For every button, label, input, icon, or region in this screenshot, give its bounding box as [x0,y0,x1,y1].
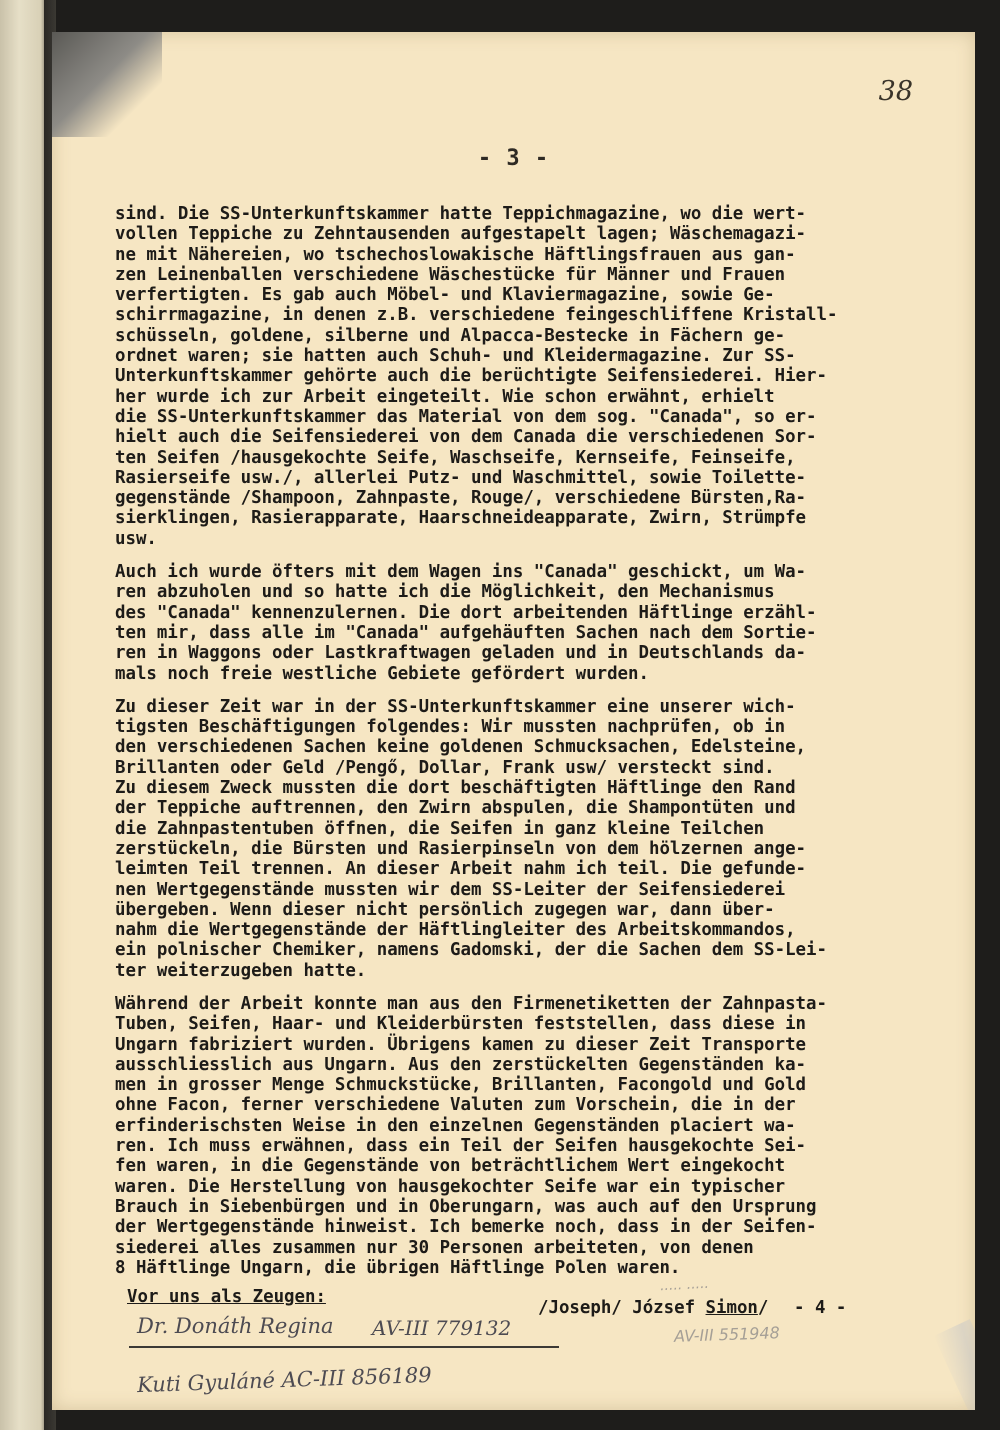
pencil-annotation: ..... ..... [659,1275,710,1295]
typed-name-prefix: /Joseph/ József [538,1298,706,1318]
paragraph-4: Während der Arbeit konnte man aus den Firmenetiketten der Zahnpasta- Tuben, Seifen, Haar- und Kleiderbürsten feststellen, dass diese in Ungarn fabriziert wurden. Übrigens kamen zu dieser Zeit Transporte ausschliesslich aus Ungarn. Aus den zerstückelten Gegenständen ka- men in grosser Menge Schmuckstücke, Brillanten, Facongold und Gold ohne Facon, ferner verschiedene Valuten zum Vorschein, die in der erfinderischsten Weise in den einzelnen Gegenständen placiert wa- ren. Ich muss erwähnen, dass ein Teil der Seifen hausgekochte Sei- fen waren, in die Gegenstände von beträchtlichem Wert eingekocht waren. Die Herstellung von hausgekochter Seife war ein typischer Brauch in Siebenbürgen und in Oberungarn, was auch auf den Ursprung der Wertgegenstände hinweist. Ich bemerke noch, dass in der Seifen- siederei alles zusammen nur 30 Personen arbeiteten, von denen 8 Häftlinge Ungarn, die übrigen Häftlinge Polen waren. [115,993,827,1278]
typed-name [538,1298,768,1318]
pencil-code-annotation: AV-III 551948 [673,1323,781,1346]
typed-name-suffix: / [757,1298,769,1318]
body-text [115,204,970,1291]
signature-line [129,1346,559,1348]
handwritten-folio-number: 38 [878,76,913,107]
plastic-clip [934,1319,975,1410]
corner-shadow [52,32,162,137]
witness1-code: AV-III 779132 [372,1316,512,1340]
paragraph-1: sind. Die SS-Unterkunftskammer hatte Teppichmagazine, wo die wert- vollen Teppiche zu Zehntausenden aufgestapelt lagen; Wäschemagazi- ne mit Nähereien, wo tschechoslowakische Häftlingsfrauen aus gan- zen Leinenballen verschiedene Wäschestücke für Männer und Frauen verfertigten. Es gab auch Möbel- und Klaviermagazine, sowie Ge- schirrmagazine, in denen z.B. verschiedene feingeschliffene Kristall- schüsseln, goldene, silberne und Alpacca-Bestecke in Fächern ge- ordnet waren; sie hatten auch Schuh- und Kleidermagazine. Zur SS- Unterkunftskammer gehörte auch die berüchtigte Seifensiederei. Hier- her wurde ich zur Arbeit eingeteilt. Wie schon erwähnt, erhielt die SS-Unterkunftskammer das Material von dem sog. "Canada", so er- hielt auch die Seifensiederei von dem Canada die verschiedenen Sor- ten Seifen /hausgekochte Seife, Waschseife, Kernseife, Feinseife, Rasierseife usw./, allerlei Putz- und Waschmittel, sowie Toilette- gegenstände /Shampoon, Zahnpaste, Rouge/, verschiedene Bürsten,Ra- sierklingen, Rasierapparate, Haarschneideapparate, Zwirn, Strümpfe usw. [115,204,838,549]
witness-heading: Vor uns als Zeugen: [127,1287,326,1307]
paragraph-3: Zu dieser Zeit war in der SS-Unterkunftskammer eine unserer wich- tigsten Beschäftigungen folgendes: Wir mussten nachprüfen, ob in den verschiedenen Sachen keine goldenen Schmucksachen, Edelsteine, Brillanten oder Geld /Pengő, Dollar, Frank usw/ versteckt sind. Zu diesem Zweck mussten die dort beschäftigten Häftlinge den Rand der Teppiche auftrennen, den Zwirn abspulen, die Shampontüten und die Zahnpastentuben öffnen, die Seifen in ganz kleine Teilchen zerstückeln, die Bürsten und Rasierpinseln von dem hölzernen ange- leimten Teil trennen. An dieser Arbeit nahm ich teil. Die gefunde- nen Wertgegenstände mussten wir dem SS-Leiter der Seifensiederei übergeben. Wenn dieser nicht persönlich zugegen war, dann über- nahm die Wertgegenstände der Häftlingleiter des Arbeitskommandos, ein polnischer Chemiker, namens Gadomski, der die Sachen dem SS-Lei- ter weiterzugeben hatte. [115,696,827,981]
next-page-marker: - 4 - [794,1298,847,1318]
typed-name-surname: Simon [705,1298,758,1318]
witness1-signature: Dr. Donáth Regina [137,1314,334,1338]
document-page [52,32,975,1410]
adjacent-page-edge [0,0,48,1430]
witness2-signature: Kuti Gyuláné AC-III 856189 [136,1362,433,1398]
page-number: - 3 - [477,146,550,171]
paragraph-2: Auch ich wurde öfters mit dem Wagen ins "Canada" geschickt, um Wa- ren abzuholen und so hatte ich die Möglichkeit, den Mechanismus des "Canada" kennenzulernen. Die dort arbeitenden Häftlinge erzähl- ten mir, dass alle im "Canada" aufgehäuften Sachen nach dem Sortie- ren in Waggons oder Lastkraftwagen geladen und in Deutschlands da- mals noch freie westliche Gebiete gefördert wurden. [115,562,817,684]
